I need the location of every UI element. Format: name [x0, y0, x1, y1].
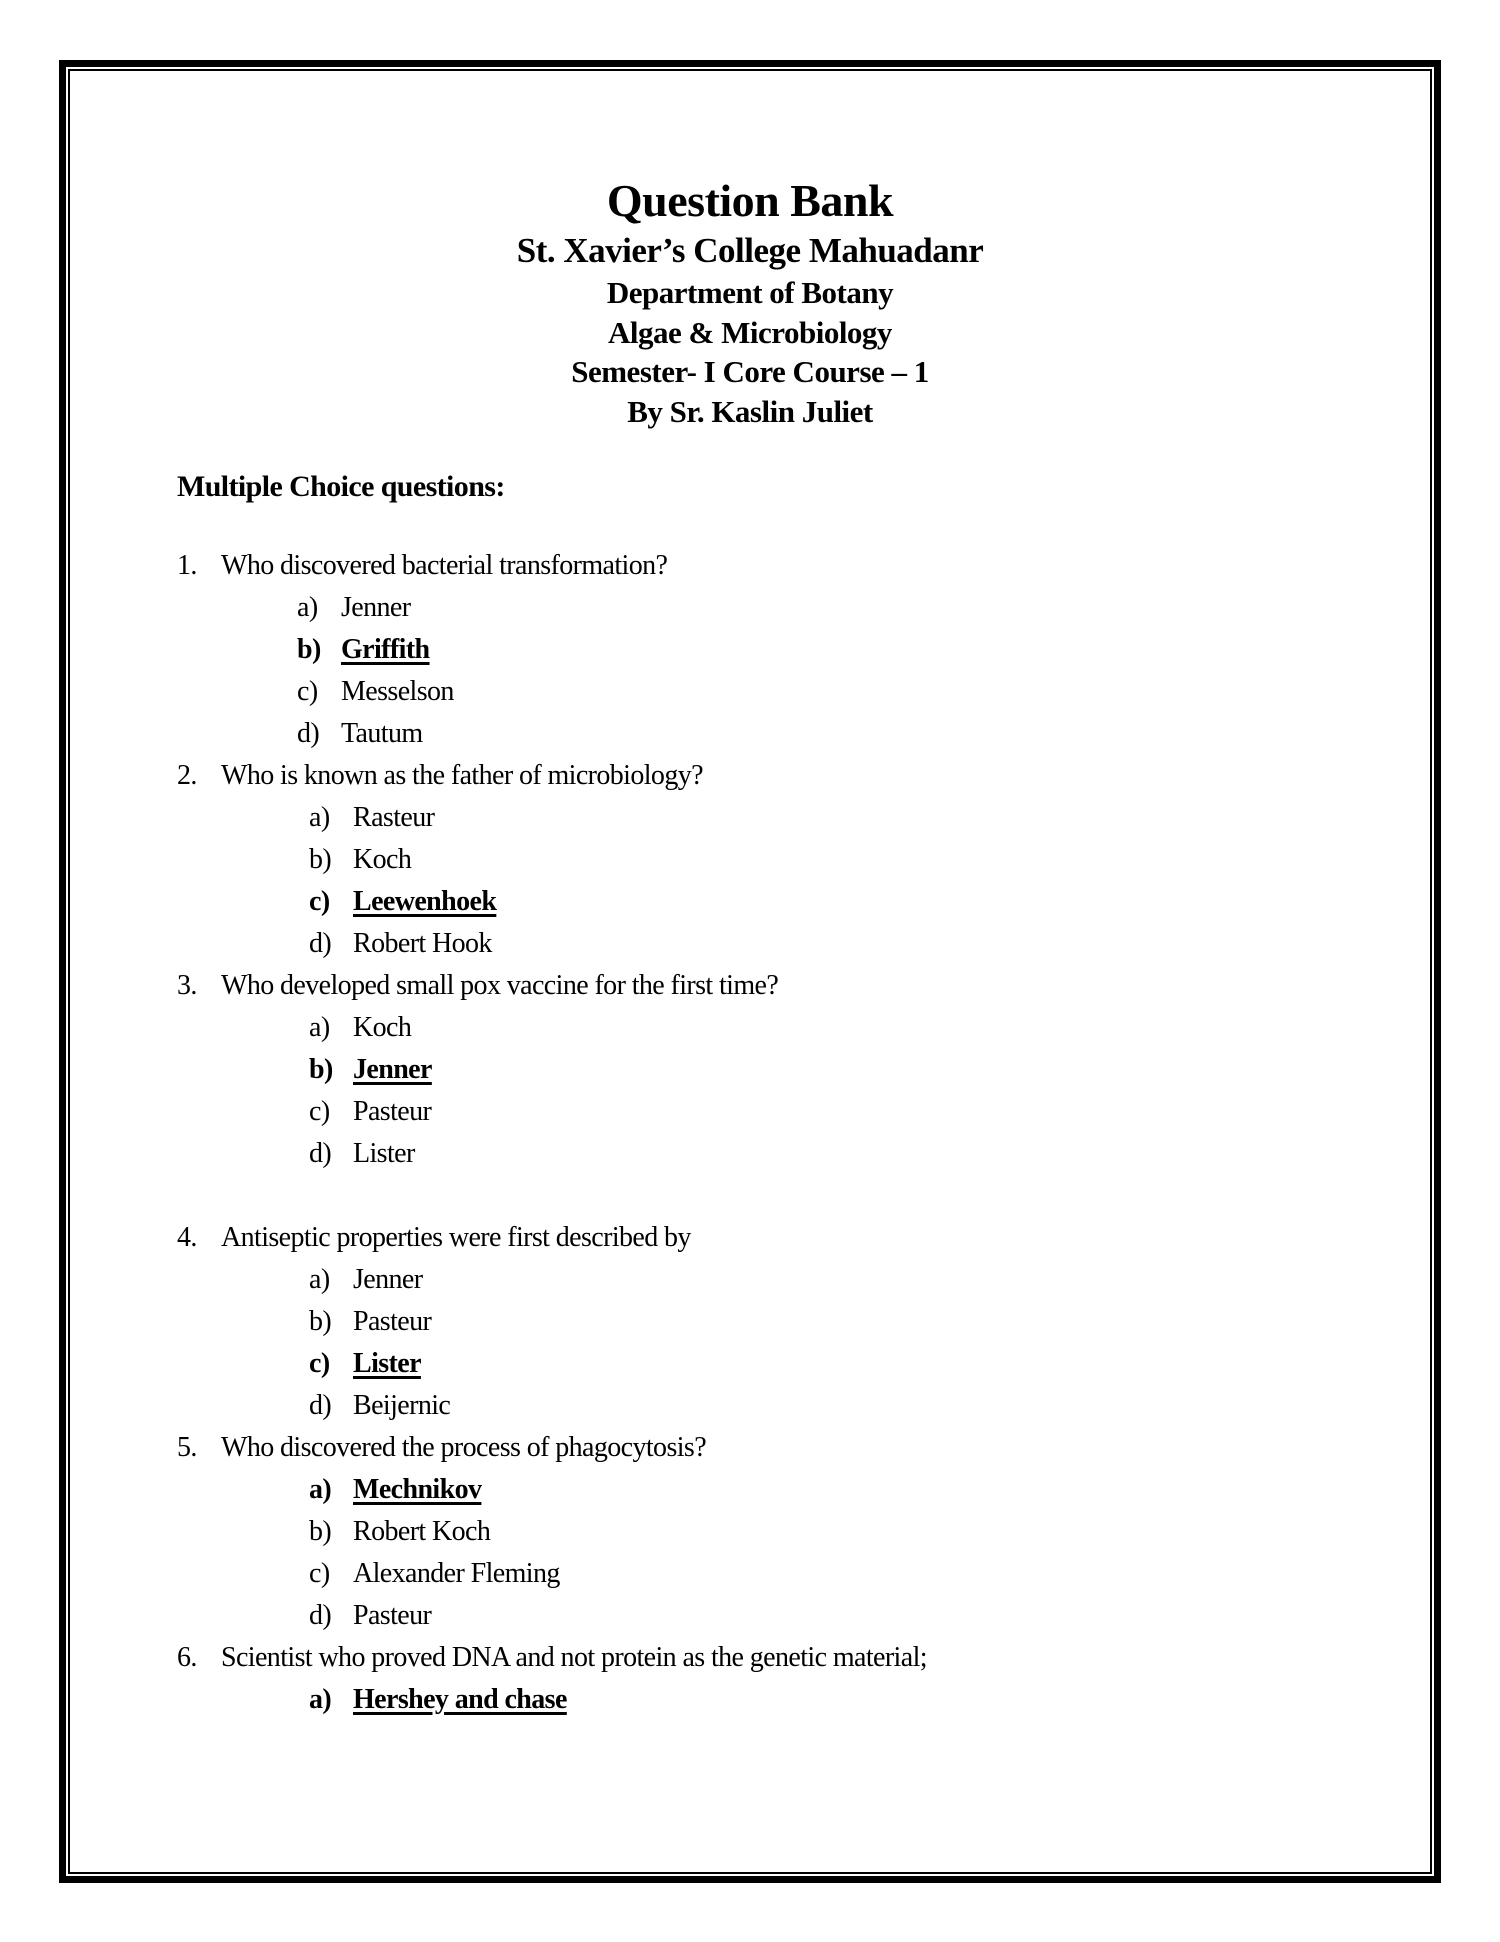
option-label: c): [309, 886, 330, 917]
option-label: a): [309, 1684, 332, 1715]
option: [177, 1511, 927, 1553]
option: [177, 923, 927, 965]
question-number: 4.: [177, 1222, 197, 1253]
option-text: Messelson: [341, 676, 454, 707]
option-text: Robert Hook: [353, 928, 492, 959]
document-header: [0, 173, 1500, 431]
option-label: a): [309, 1264, 330, 1295]
option-correct: [177, 1469, 927, 1511]
option-text: Tautum: [341, 718, 423, 749]
option: [177, 1007, 927, 1049]
question-number: 6.: [177, 1642, 197, 1673]
option: [177, 587, 927, 629]
option-label: a): [309, 1474, 332, 1505]
option: [177, 797, 927, 839]
question-text: Who is known as the father of microbiology?: [221, 760, 703, 791]
question: [177, 965, 927, 1007]
option-correct: [177, 629, 927, 671]
option-correct: [177, 1049, 927, 1091]
option-text: Jenner: [353, 1264, 423, 1295]
option-label: b): [309, 1054, 333, 1085]
option-text: Leewenhoek: [353, 886, 497, 917]
author-name: By Sr. Kaslin Juliet: [627, 393, 873, 429]
question: [177, 545, 927, 587]
option-text: Rasteur: [353, 802, 435, 833]
subject-name: Algae & Microbiology: [608, 314, 892, 350]
option-label: c): [309, 1096, 330, 1127]
question-number: 3.: [177, 970, 197, 1001]
option-text: Robert Koch: [353, 1516, 491, 1547]
option: [177, 1259, 927, 1301]
option-label: a): [309, 1012, 330, 1043]
option-correct: [177, 1679, 927, 1721]
option-text: Lister: [353, 1138, 415, 1169]
option-text: Hershey and chase: [353, 1684, 567, 1715]
question-list: [177, 545, 927, 1721]
option-label: c): [309, 1558, 330, 1589]
option-text: Pasteur: [353, 1306, 432, 1337]
option: [177, 839, 927, 881]
option: [177, 1301, 927, 1343]
question: [177, 755, 927, 797]
option-label: d): [297, 718, 320, 749]
option-label: a): [297, 592, 318, 623]
option-label: c): [309, 1348, 330, 1379]
option-text: Jenner: [341, 592, 411, 623]
question: [177, 1217, 927, 1259]
option-text: Lister: [353, 1348, 421, 1379]
document-title: Question Bank: [606, 175, 894, 226]
option-text: Mechnikov: [353, 1474, 482, 1505]
option-label: b): [297, 634, 321, 665]
option-text: Pasteur: [353, 1096, 432, 1127]
option-label: d): [309, 1138, 332, 1169]
option-label: d): [309, 1390, 332, 1421]
option: [177, 1091, 927, 1133]
option-correct: [177, 1343, 927, 1385]
option: [177, 1595, 927, 1637]
option: [177, 1133, 927, 1175]
option-text: Jenner: [353, 1054, 432, 1085]
option-label: b): [309, 844, 332, 875]
question-text: Scientist who proved DNA and not protein as the genetic material;: [221, 1642, 927, 1673]
option-label: c): [297, 676, 318, 707]
option: [177, 1385, 927, 1427]
question-number: 2.: [177, 760, 197, 791]
blank-line: [177, 1175, 927, 1217]
section-heading: Multiple Choice questions:: [177, 470, 505, 503]
option-text: Koch: [353, 1012, 412, 1043]
question-number: 1.: [177, 550, 197, 581]
option: [177, 671, 927, 713]
college-name: St. Xavier’s College Mahuadanr: [516, 231, 984, 270]
option-label: a): [309, 802, 330, 833]
question-number: 5.: [177, 1432, 197, 1463]
question: [177, 1637, 927, 1679]
option-label: b): [309, 1516, 332, 1547]
option-text: Beijernic: [353, 1390, 451, 1421]
question-text: Who discovered bacterial transformation?: [221, 550, 668, 581]
option-text: Griffith: [341, 634, 430, 665]
option-label: b): [309, 1306, 332, 1337]
option-text: Pasteur: [353, 1600, 432, 1631]
department-name: Department of Botany: [606, 275, 894, 310]
course-info: Semester- I Core Course – 1: [571, 354, 929, 389]
option: [177, 713, 927, 755]
option-text: Koch: [353, 844, 412, 875]
option: [177, 1553, 927, 1595]
question-text: Who discovered the process of phagocytosis?: [221, 1432, 707, 1463]
option-label: d): [309, 928, 332, 959]
question: [177, 1427, 927, 1469]
option-correct: [177, 881, 927, 923]
question-text: Who developed small pox vaccine for the first time?: [221, 970, 779, 1001]
option-text: Alexander Fleming: [353, 1558, 560, 1589]
question-text: Antiseptic properties were first described by: [221, 1222, 691, 1253]
option-label: d): [309, 1600, 332, 1631]
